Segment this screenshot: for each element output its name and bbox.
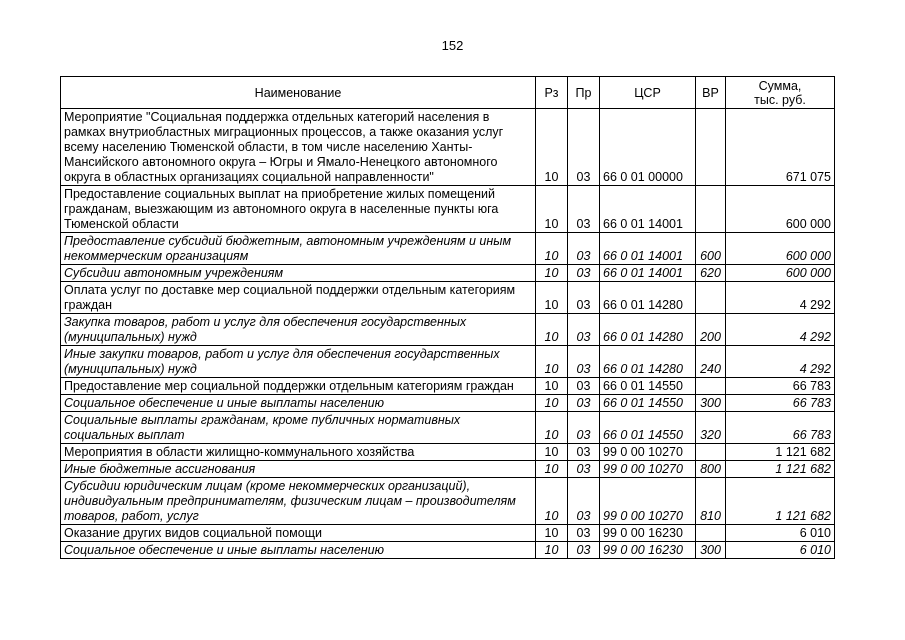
row-csr: 99 0 00 16230 [600,525,696,542]
row-pr: 03 [568,233,600,265]
row-sum: 1 121 682 [726,461,835,478]
row-sum: 671 075 [726,109,835,186]
row-csr: 66 0 01 14001 [600,186,696,233]
table-row [61,444,835,461]
table-row [61,282,835,314]
row-rz: 10 [536,265,568,282]
row-name: Иные бюджетные ассигнования [61,461,536,478]
row-pr: 03 [568,395,600,412]
row-rz: 10 [536,109,568,186]
table-header-row [61,77,835,109]
row-rz: 10 [536,233,568,265]
row-sum: 1 121 682 [726,478,835,525]
row-csr: 66 0 01 14280 [600,314,696,346]
row-sum: 66 783 [726,412,835,444]
table-row [61,186,835,233]
row-rz: 10 [536,478,568,525]
table-row [61,314,835,346]
row-vr: 300 [696,542,726,559]
table-row [61,395,835,412]
row-csr: 66 0 01 14550 [600,395,696,412]
row-sum: 600 000 [726,233,835,265]
table-row [61,346,835,378]
row-vr: 300 [696,395,726,412]
row-pr: 03 [568,378,600,395]
row-rz: 10 [536,395,568,412]
row-name: Предоставление социальных выплат на приобретение жилых помещений гражданам, выезжающим из автономного округа в населенные пункты юга Тюменской области [61,186,536,233]
row-pr: 03 [568,282,600,314]
row-pr: 03 [568,265,600,282]
table-row [61,265,835,282]
row-name: Социальные выплаты гражданам, кроме публичных нормативных социальных выплат [61,412,536,444]
row-csr: 66 0 01 14001 [600,233,696,265]
row-vr: 810 [696,478,726,525]
row-name: Социальное обеспечение и иные выплаты населению [61,542,536,559]
row-pr: 03 [568,478,600,525]
row-vr: 620 [696,265,726,282]
row-vr [696,186,726,233]
row-vr [696,378,726,395]
row-vr: 800 [696,461,726,478]
row-vr: 200 [696,314,726,346]
row-name: Мероприятия в области жилищно-коммунального хозяйства [61,444,536,461]
row-csr: 66 0 01 14280 [600,346,696,378]
row-csr: 66 0 01 14550 [600,378,696,395]
row-csr: 66 0 01 14001 [600,265,696,282]
row-sum: 600 000 [726,186,835,233]
row-csr: 99 0 00 10270 [600,444,696,461]
header-name: Наименование [61,77,536,109]
row-name: Иные закупки товаров, работ и услуг для обеспечения государственных (муниципальных) нужд [61,346,536,378]
row-rz: 10 [536,282,568,314]
row-rz: 10 [536,346,568,378]
row-name: Предоставление субсидий бюджетным, автономным учреждениям и иным некоммерческим организациям [61,233,536,265]
row-name: Социальное обеспечение и иные выплаты населению [61,395,536,412]
row-csr: 99 0 00 10270 [600,461,696,478]
row-sum: 6 010 [726,525,835,542]
row-csr: 99 0 00 10270 [600,478,696,525]
header-rz: Рз [536,77,568,109]
row-rz: 10 [536,444,568,461]
header-sum: Сумма, тыс. руб. [726,77,835,109]
table-row [61,542,835,559]
row-sum: 66 783 [726,395,835,412]
row-sum: 4 292 [726,346,835,378]
row-sum: 4 292 [726,282,835,314]
row-rz: 10 [536,525,568,542]
header-csr: ЦСР [600,77,696,109]
row-name: Мероприятие "Социальная поддержка отдельных категорий населения в рамках внутриобластных миграционных процессов, а также оказания услуг всему населению Тюменской области, в том числе населению Ханты-Мансийского автономного округа – Югры и Ямало-Ненецкого автономного округа в областных организациях социальной направленности" [61,109,536,186]
budget-table [60,76,835,559]
table-row [61,525,835,542]
row-vr: 240 [696,346,726,378]
row-rz: 10 [536,412,568,444]
row-rz: 10 [536,314,568,346]
row-pr: 03 [568,109,600,186]
row-vr: 320 [696,412,726,444]
row-sum: 66 783 [726,378,835,395]
row-pr: 03 [568,186,600,233]
table-row [61,378,835,395]
row-sum: 1 121 682 [726,444,835,461]
table-row [61,461,835,478]
header-vr: ВР [696,77,726,109]
row-vr [696,525,726,542]
row-name: Закупка товаров, работ и услуг для обеспечения государственных (муниципальных) нужд [61,314,536,346]
row-vr [696,444,726,461]
row-csr: 66 0 01 14280 [600,282,696,314]
row-sum: 4 292 [726,314,835,346]
row-pr: 03 [568,542,600,559]
row-pr: 03 [568,314,600,346]
row-csr: 66 0 01 00000 [600,109,696,186]
row-csr: 99 0 00 16230 [600,542,696,559]
table-row [61,478,835,525]
row-vr [696,282,726,314]
row-vr [696,109,726,186]
row-rz: 10 [536,378,568,395]
row-sum: 600 000 [726,265,835,282]
row-name: Оказание других видов социальной помощи [61,525,536,542]
row-pr: 03 [568,461,600,478]
row-pr: 03 [568,444,600,461]
page-number: 152 [441,38,464,53]
row-pr: 03 [568,346,600,378]
row-rz: 10 [536,186,568,233]
row-pr: 03 [568,525,600,542]
header-pr: Пр [568,77,600,109]
table-row [61,233,835,265]
row-name: Оплата услуг по доставке мер социальной поддержки отдельным категориям граждан [61,282,536,314]
row-pr: 03 [568,412,600,444]
row-rz: 10 [536,461,568,478]
table-row [61,412,835,444]
table-row [61,109,835,186]
row-csr: 66 0 01 14550 [600,412,696,444]
row-vr: 600 [696,233,726,265]
row-name: Субсидии юридическим лицам (кроме некоммерческих организаций), индивидуальным предпринимателям, физическим лицам – производителям товаров, работ, услуг [61,478,536,525]
row-name: Субсидии автономным учреждениям [61,265,536,282]
row-sum: 6 010 [726,542,835,559]
row-rz: 10 [536,542,568,559]
row-name: Предоставление мер социальной поддержки отдельным категориям граждан [61,378,536,395]
